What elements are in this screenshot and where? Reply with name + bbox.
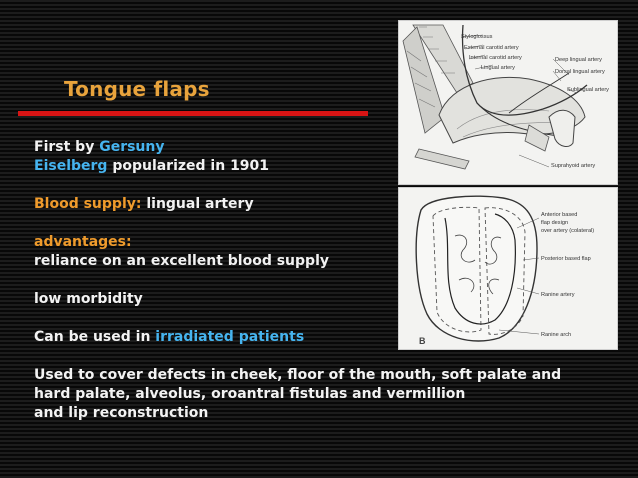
spacer bbox=[34, 214, 634, 233]
highlight-eiselberg: Eiselberg bbox=[34, 158, 108, 174]
highlight-irradiated-patients: irradiated patients bbox=[155, 329, 305, 345]
label-internal-carotid-artery: Internal carotid artery bbox=[469, 55, 522, 61]
label-over-artery: over artery (colateral) bbox=[541, 228, 595, 234]
line-hard-palate: hard palate, alveolus, oroantral fistulas and vermillion bbox=[34, 386, 466, 402]
spacer bbox=[34, 347, 634, 366]
spacer bbox=[34, 271, 634, 290]
line-used-to-cover: Used to cover defects in cheek, floor of the mouth, soft palate and bbox=[34, 367, 562, 383]
line-irradiated: Can be used in irradiated patients bbox=[34, 329, 305, 345]
highlight-gersuny: Gersuny bbox=[99, 139, 165, 155]
label-suprahyoid-artery: Suprahyoid artery bbox=[551, 163, 596, 169]
line-low-morbidity: low morbidity bbox=[34, 291, 143, 307]
label-styloglossus: Styloglossus bbox=[461, 34, 493, 40]
title-underline-bar bbox=[18, 111, 368, 116]
label-deep-lingual-artery: Deep lingual artery bbox=[555, 57, 602, 63]
label-blood-supply: Blood supply: bbox=[34, 196, 142, 212]
line-eiselberg: Eiselberg popularized in 1901 bbox=[34, 158, 270, 174]
label-lingual-artery: Lingual artery bbox=[481, 65, 515, 71]
label-dorsal-lingual-artery: Dorsal lingual artery bbox=[555, 69, 605, 75]
label-posterior-based-flap: Posterior based flap bbox=[541, 256, 591, 262]
line-blood-supply: Blood supply: lingual artery bbox=[34, 196, 254, 212]
label-flap-design: flap design bbox=[541, 220, 569, 226]
label-ranine-arch: Ranine arch bbox=[541, 332, 572, 338]
line-reliance: reliance on an excellent blood supply bbox=[34, 253, 329, 269]
label-external-carotid-artery: External carotid artery bbox=[464, 45, 519, 51]
slide-body bbox=[34, 138, 634, 423]
label-ranine-artery: Ranine artery bbox=[541, 292, 575, 298]
label-anterior-based: Anterior based bbox=[541, 212, 578, 218]
label-advantages: advantages: bbox=[34, 234, 132, 250]
line-lip-reconstruction: and lip reconstruction bbox=[34, 405, 209, 421]
label-sublingual-artery: Sublingual artery bbox=[567, 87, 609, 93]
spacer bbox=[34, 176, 634, 195]
spacer bbox=[34, 309, 634, 328]
line-first-by: First by Gersuny bbox=[34, 139, 165, 155]
slide-title: Tongue flaps bbox=[64, 77, 210, 101]
figure-panel-letter: B bbox=[419, 336, 426, 346]
